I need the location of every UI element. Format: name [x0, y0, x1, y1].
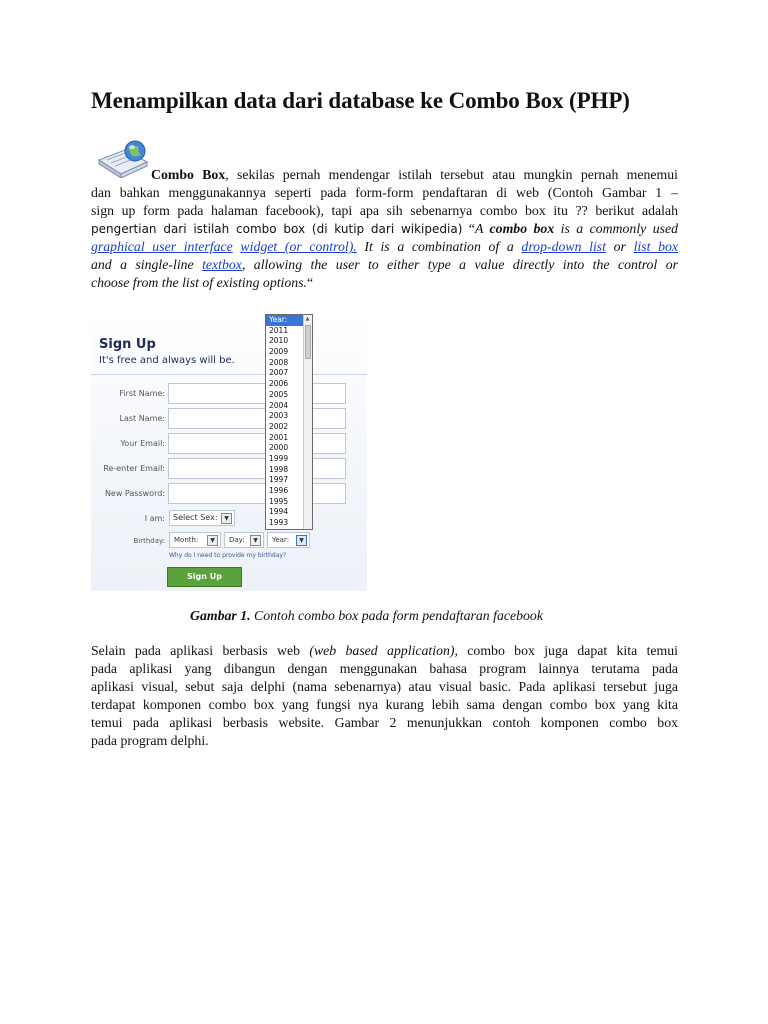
year-option[interactable]: 1996 [269, 486, 289, 495]
figure-caption [190, 608, 543, 624]
first-name-label: First Name: [119, 389, 165, 398]
chevron-down-icon: ▼ [296, 535, 307, 546]
month-select[interactable]: Month: ▼ [169, 532, 221, 548]
chevron-down-icon: ▼ [250, 535, 261, 546]
body-paragraph: Selain pada aplikasi berbasis web (web based application), combo box juga dapat kita temui pada aplikasi yang dibangun dengan menggunakan bahasa program lainnya terutama pada aplikasi visual, sebut saja delphi (nama sebenarnya) atau visual basic. Pada aplikasi tersebut juga terdapat komponen combo box yang fungsi nya kurang lebih sama dengan combo box yang kita temui pada aplikasi berbasis website. Gambar 2 menunjukkan contoh komponen combo box pada program delphi. [91, 643, 678, 748]
page-title: Menampilkan data dari database ke Combo Box (PHP) [91, 88, 630, 113]
first-name-input[interactable] [168, 383, 346, 404]
new-password-input[interactable] [168, 483, 346, 504]
year-option[interactable]: 2005 [269, 389, 289, 399]
sex-select[interactable]: Select Sex: ▼ [169, 510, 235, 526]
year-select[interactable]: Year: ▼ [267, 532, 310, 548]
new-password-label: New Password: [104, 489, 165, 498]
year-option[interactable]: 2008 [269, 357, 289, 367]
year-option[interactable]: 1998 [269, 464, 289, 474]
caption-label: Gambar 1. [190, 608, 251, 623]
intro-paragraph: Combo Box, sekilas pernah mendengar istilah tersebut atau mungkin pernah menemui dan bahkan menggunakannya seperti pada form-form pendaftaran di web (Contoh Gambar 1 – sign up form pada halaman facebook), tapi apa sih sebenarnya combo box itu ?? berikut adalah pengertian dari istilah combo box (di kutip dari wikipedia) “A combo box is a commonly used graphical user interface widget (or control). It is a combination of a drop-down list or list box and a single-line textbox, allowing the user to either type a value directly into the control or choose from the list of existing options.“ [91, 167, 678, 290]
reenter-email-input[interactable] [168, 458, 346, 479]
chevron-down-icon: ▼ [207, 535, 218, 546]
scroll-up-icon[interactable]: ▲ [305, 316, 310, 322]
caption-text: Contoh combo box pada form pendaftaran facebook [250, 608, 543, 623]
iam-label: I am: [144, 514, 165, 523]
email-label: Your Email: [120, 439, 165, 448]
year-option[interactable]: 2003 [269, 411, 289, 421]
scrollbar-thumb[interactable] [305, 325, 311, 359]
year-option[interactable]: 2009 [269, 347, 289, 357]
term-combo-box: Combo Box [151, 167, 226, 182]
last-name-label: Last Name: [119, 414, 165, 423]
signup-button[interactable]: Sign Up [167, 567, 242, 587]
link-textbox[interactable]: textbox [202, 257, 242, 272]
why-birthday-link[interactable]: Why do I need to provide my birthday? [169, 552, 287, 559]
year-option[interactable]: 1993 [269, 518, 289, 528]
link-graphical-user-interface[interactable]: graphical user interface [91, 239, 233, 254]
link-widget[interactable]: widget (or control). [240, 239, 357, 254]
year-option[interactable]: 2001 [269, 432, 289, 442]
year-option[interactable]: 1999 [269, 453, 289, 463]
link-list-box[interactable]: list box [633, 239, 678, 254]
scrollbar[interactable] [303, 315, 312, 529]
reenter-email-label: Re-enter Email: [103, 464, 165, 473]
link-drop-down-list[interactable]: drop-down list [521, 239, 606, 254]
year-option[interactable]: 2000 [269, 443, 289, 453]
signup-heading: Sign Up [99, 337, 156, 352]
last-name-input[interactable] [168, 408, 346, 429]
year-option[interactable]: 1997 [269, 475, 289, 485]
divider [91, 374, 367, 375]
chevron-down-icon: ▼ [221, 513, 232, 524]
year-option[interactable]: 2004 [269, 400, 289, 410]
year-option[interactable]: 2002 [269, 421, 289, 431]
email-input[interactable] [168, 433, 346, 454]
year-option[interactable]: 2011 [269, 325, 289, 335]
year-option[interactable]: 2007 [269, 368, 289, 378]
year-option[interactable]: 2010 [269, 336, 289, 346]
day-select[interactable]: Day: ▼ [224, 532, 264, 548]
year-option[interactable]: 1994 [269, 507, 289, 517]
year-option[interactable]: 2006 [269, 379, 289, 389]
signup-subheading: It's free and always will be. [99, 355, 235, 366]
year-option[interactable]: 1995 [269, 496, 289, 506]
birthday-label: Birthday: [133, 537, 165, 545]
year-option[interactable]: Year: [266, 315, 312, 326]
year-dropdown-list[interactable] [265, 314, 313, 530]
